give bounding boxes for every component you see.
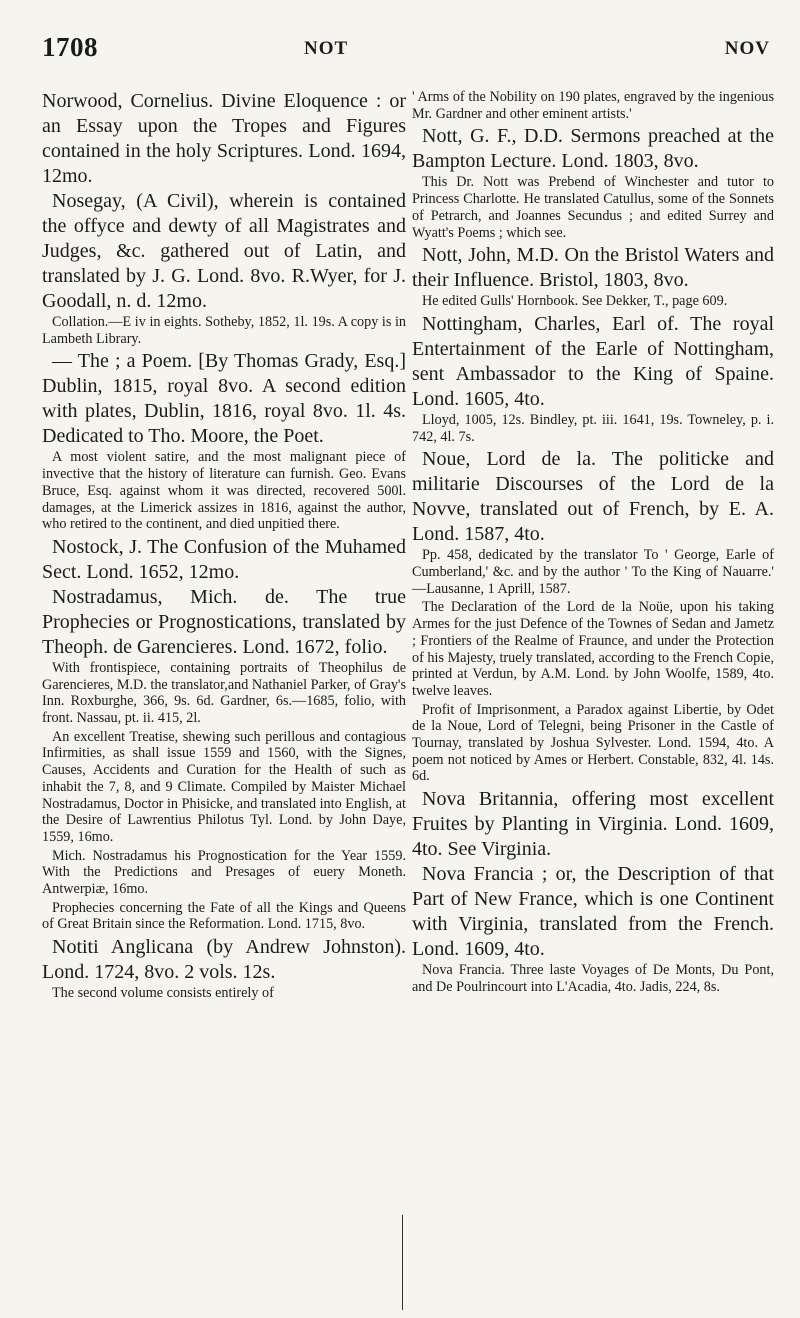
entry-noue: Noue, Lord de la. The politicke and militarie Discourses of the Lord de la Novve, translated out of French, by E. A. Lond. 1587, 4to. xyxy=(412,448,774,546)
column-rule xyxy=(402,1215,403,1310)
note-arms-continuation: ' Arms of the Nobility on 190 plates, engraved by the ingenious Mr. Gardner and other eminent artists.' xyxy=(412,89,774,122)
note-nott-gf: This Dr. Nott was Prebend of Winchester and tutor to Princess Charlotte. He translated Catullus, some of the Sonnets of Petrarch, and Joannes Secundus ; and edited Surrey and Wyatt's Poems ; which see. xyxy=(412,174,774,241)
note-noue-profit: Profit of Imprisonment, a Paradox against Libertie, by Odet de la Noue, Lord of Telegni, being Prisoner in the Castle of Tournay, translated by Joshua Sylvester. Lond. 1594, 4to. A poem not noticed by Ames or Herbert. Constable, 832, 4l. 14s. 6d. xyxy=(412,701,774,785)
note-nostradamus-frontispiece: With frontispiece, containing portraits of Theophilus de Garencieres, M.D. the translator,and Nathaniel Parker, of Gray's Inn. Roxburghe, 366, 9s. 6d. Gardner, 6s.—1685, folio, with front. Nassau, pt. ii. 415, 2l. xyxy=(42,659,406,727)
left-guide-word: NOT xyxy=(304,38,349,59)
note-nostradamus-treatise: An excellent Treatise, shewing such perillous and contagious Infirmities, as shall issue 1559 and 1560, with the Signes, Causes, Accidents and Curation for the Health of such as inhabit the 7, 8, and 9 Climate. Compiled by Maister Michael Nostradamus, Doctor in Phisicke, and translated into English, at the Desire of Lawrentius Philotus Tyl. Lond. by John Daye, 1559, 16mo. xyxy=(42,728,406,845)
entry-nostradamus: Nostradamus, Mich. de. The true Prophecies or Prognostications, translated by Theoph. de Garencieres. Lond. 1672, folio. xyxy=(42,585,406,658)
left-column xyxy=(42,89,406,1004)
note-nostradamus-prognostication: Mich. Nostradamus his Prognostication for the Year 1559. With the Predictions and Presages of euery Moneth. Antwerpiæ, 16mo. xyxy=(42,847,406,898)
entry-nott-gf: Nott, G. F., D.D. Sermons preached at the Bampton Lecture. Lond. 1803, 8vo. xyxy=(412,125,774,173)
note-noue-declaration: The Declaration of the Lord de la Noüe, upon his taking Armes for the just Defence of the Townes of Sedan and Jametz ; Frontiers of the Realme of Fraunce, and under the Protection of his Majesty, truely translated, according to the French Copie, printed at Verdun, by A.M. Lond. by John Woolfe, 1589, 4to. twelve leaves. xyxy=(412,599,774,699)
note-notiti-anglicana: The second volume consists entirely of xyxy=(52,985,274,1002)
entry-norwood: Norwood, Cornelius. Divine Eloquence : or an Essay upon the Tropes and Figures contained in the holy Scriptures. Lond. 1694, 12mo. xyxy=(42,90,406,187)
note-nosegay-poem: A most violent satire, and the most malignant piece of invective that the history of literature can furnish. Geo. Evans Bruce, Esq. against whom it was directed, recovered 500l. damages, at the Limerick assizes in 1816, against the author, who retired to the continent, and died unpitied there. xyxy=(42,449,406,533)
note-nova-francia: Nova Francia. Three laste Voyages of De Monts, Du Pont, and De Poulrincourt into L'Acadia, 4to. Jadis, 224, 8s. xyxy=(412,962,774,995)
right-column xyxy=(412,89,774,998)
entry-nova-francia: Nova Francia ; or, the Description of that Part of New France, which is one Continent with Virginia, translated from the French. Lond. 1609, 4to. xyxy=(412,863,774,961)
right-guide-word: NOV xyxy=(724,38,770,59)
entry-nova-britannia: Nova Britannia, offering most excellent Fruites by Planting in Virginia. Lond. 1609, 4to. See Virginia. xyxy=(412,788,774,861)
entry-nottingham: Nottingham, Charles, Earl of. The royal Entertainment of the Earle of Nottingham, sent Ambassador to the King of Spaine. Lond. 1605, 4to. xyxy=(412,312,774,410)
running-header xyxy=(42,32,770,72)
note-nott-john: He edited Gulls' Hornbook. See Dekker, T., page 609. xyxy=(422,293,728,310)
page-number: 1708 xyxy=(42,32,98,62)
entry-nott-john: Nott, John, M.D. On the Bristol Waters and their Influence. Bristol, 1803, 8vo. xyxy=(412,244,774,292)
entry-nostock: Nostock, J. The Confusion of the Muhamed Sect. Lond. 1652, 12mo. xyxy=(42,535,406,583)
note-noue-pp: Pp. 458, dedicated by the translator To ' George, Earle of Cumberland,' &c. and by the author ' To the King of Nauarre.' —Lausanne, 1 Aprill, 1587. xyxy=(412,547,774,597)
entry-nosegay: Nosegay, (A Civil), wherein is contained the offyce and dewty of all Magistrates and Judges, &c. gathered out of Latin, and translated by J. G. Lond. 8vo. R.Wyer, for J. Goodall, n. d. 12mo. xyxy=(42,190,406,312)
note-nostradamus-prophecies: Prophecies concerning the Fate of all the Kings and Queens of Great Britain since the Reformation. Lond. 1715, 8vo. xyxy=(42,899,406,933)
entry-notiti-anglicana: Notiti Anglicana (by Andrew Johnston). Lond. 1724, 8vo. 2 vols. 12s. xyxy=(42,936,406,984)
entry-nosegay-poem: — The ; a Poem. [By Thomas Grady, Esq.] Dublin, 1815, royal 8vo. A second edition with plates, Dublin, 1816, royal 8vo. 1l. 4s. Dedicated to Tho. Moore, the Poet. xyxy=(42,350,406,448)
note-nottingham: Lloyd, 1005, 12s. Bindley, pt. iii. 1641, 19s. Towneley, p. i. 742, 4l. 7s. xyxy=(412,411,774,445)
note-nosegay-collation: Collation.—E iv in eights. Sotheby, 1852, 1l. 19s. A copy is in Lambeth Library. xyxy=(42,314,406,347)
